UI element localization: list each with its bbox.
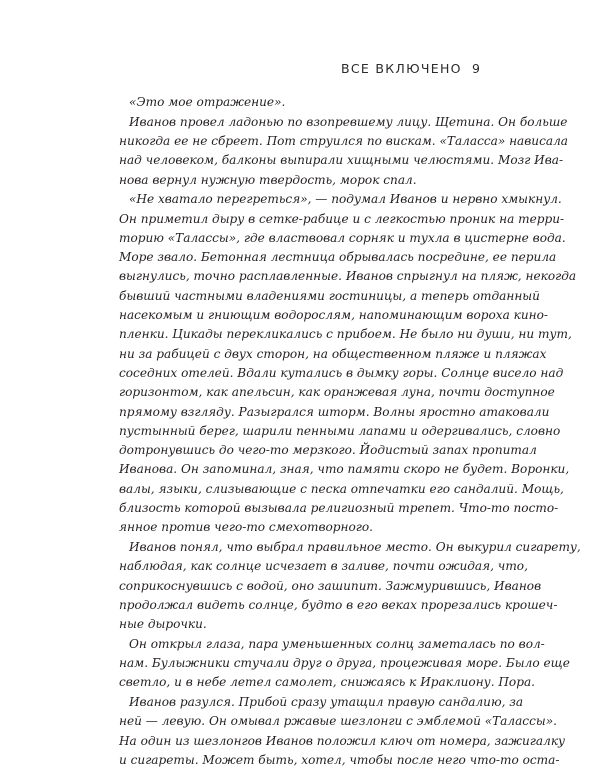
text-line: пустынный берег, шарили пенными лапами и одергивались, словно (119, 423, 561, 438)
text-line: горизонтом, как апельсин, как оранжевая луна, почти доступное (119, 385, 555, 400)
text-line: выгнулись, точно расплавленные. Иванов спрыгнул на пляж, некогда (119, 269, 577, 284)
text-line: «Это мое отражение». (129, 95, 286, 109)
text-line: насекомым и гниющим водорослям, напоминающим вороха кино- (119, 308, 548, 323)
page-number: 9 (472, 61, 480, 76)
paragraph (119, 93, 481, 112)
text-line: близость которой вызывала религиозный трепет. Что-то посто- (119, 501, 559, 516)
text-line: над человеком, балконы выпирали хищными челюстями. Мозг Ива- (119, 153, 564, 168)
text-line: пленки. Цикады перекликались с прибоем. Не было ни души, ни тут, (119, 327, 572, 342)
text-line: никогда ее не сбреет. Пот струился по вискам. «Таласса» нависала (119, 133, 568, 148)
text-line: Иванов разулся. Прибой сразу утащил правую сандалию, за (129, 695, 524, 710)
text-line: и сигареты. Может быть, хотел, чтобы после него что-то оста- (119, 753, 560, 768)
text-line: Иванов провел ладонью по взопревшему лицу. Щетина. Он больше (129, 114, 568, 129)
running-title: ВСЕ ВКЛЮЧЕНО (341, 61, 462, 76)
text-line: соприкоснувшись с водой, оно зашипит. Зажмурившись, Иванов (119, 578, 542, 593)
text-line: валы, языки, слизывающие с песка отпечатки его сандалий. Мощь, (119, 481, 564, 496)
text-line: Иванова. Он запоминал, зная, что памяти скоро не будет. Воронки, (119, 462, 570, 477)
paragraph (119, 635, 570, 693)
paragraph (119, 190, 577, 537)
text-line: янное против чего-то смехотворного. (119, 520, 373, 535)
text-line: торию «Талассы», где властвовал сорняк и тухла в цистерне вода. (119, 230, 566, 245)
text-line: светло, и в небе летел самолет, снижаясь к Ираклиону. Пора. (119, 675, 536, 690)
text-line: На один из шезлонгов Иванов положил ключ от номера, зажигалку (119, 733, 566, 748)
text-line: ни за рабицей с двух сторон, на общественном пляже и пляжах (119, 346, 547, 361)
text-line: соседних отелей. Вдали кутались в дымку горы. Солнце висело над (119, 365, 564, 380)
text-line: Он приметил дыру в сетке-рабице и с легкостью проник на терри- (119, 211, 565, 226)
text-line: ней — левую. Он омывал ржавые шезлонги с эмблемой «Талассы». (119, 714, 557, 729)
paragraph (119, 113, 568, 190)
text-line: наблюдая, как солнце исчезает в заливе, почти ожидая, что, (119, 559, 528, 574)
text-line: Иванов понял, что выбрал правильное место. Он выкурил сигарету, (129, 540, 581, 554)
text-line: нова вернул нужную твердость, морок спал. (119, 172, 417, 187)
text-line: «Не хватало перегреться», — подумал Иванов и нервно хмыкнул. (129, 192, 562, 207)
text-line: Море звало. Бетонная лестница обрывалась посредине, ее перила (119, 250, 557, 265)
text-line: дотронувшись до чего-то мерзкого. Йодистый запах пропитал (119, 443, 537, 458)
text-line: продолжал видеть солнце, будто в его веках прорезались крошеч- (119, 597, 558, 612)
paragraph (119, 693, 566, 770)
text-line: ные дырочки. (119, 617, 207, 632)
text-line: прямому взгляду. Разыгрался шторм. Волны яростно атаковали (119, 404, 550, 419)
text-line: бывший частными владениями гостиницы, а теперь отданный (119, 288, 540, 303)
text-line: нам. Булыжники стучали друг о друга, процеживая море. Было еще (119, 656, 570, 671)
paragraph (119, 538, 581, 634)
text-line: Он открыл глаза, пара уменьшенных солнц заметалась по вол- (129, 636, 545, 651)
running-header (317, 58, 480, 78)
body-text (119, 93, 581, 771)
